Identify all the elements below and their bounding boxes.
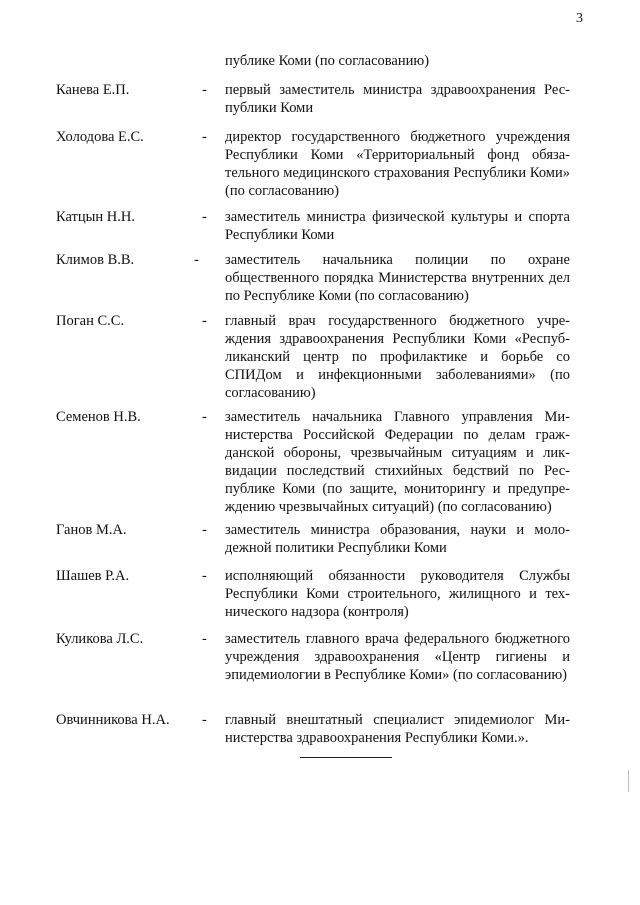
member-name: Семенов Н.В. xyxy=(56,409,141,425)
separator-dash: - xyxy=(202,568,207,584)
member-position: первый заместитель министра здравоохранения Республики Коми xyxy=(225,82,570,116)
separator-dash: - xyxy=(202,129,207,145)
member-position: исполняющий обязанности руководителя Службы Республики Коми строительного, жилищного и технического надзора (контроля) xyxy=(225,568,570,620)
member-name: Канева Е.П. xyxy=(56,82,130,98)
member-position: главный внештатный специалист эпидемиолог Министерства здравоохранения Республики Коми.». xyxy=(225,712,570,746)
member-position: заместитель главного врача федерального бюджетного учреждения здравоохранения «Центр гигиены и эпидемиологии в Республике Коми» (по согласованию) xyxy=(225,631,570,683)
member-name: Поган С.С. xyxy=(56,313,125,329)
member-name: Ганов М.А. xyxy=(56,522,127,538)
scan-edge-mark xyxy=(628,770,629,792)
member-name: Катцын Н.Н. xyxy=(56,209,135,225)
separator-dash: - xyxy=(202,522,207,538)
member-name: Шашев Р.А. xyxy=(56,568,130,584)
member-position: заместитель начальника полиции по охране общественного порядка Министерства внутренних дел по Республике Коми (по согласованию) xyxy=(225,252,570,304)
member-position: заместитель министра физической культуры и спорта Республики Коми xyxy=(225,209,570,243)
separator-dash: - xyxy=(202,631,207,647)
member-position: директор государственного бюджетного учреждения Республики Коми «Территориальный фонд обязательного медицинского страхования Республики Коми» (по согласованию) xyxy=(225,129,570,199)
separator-dash: - xyxy=(202,209,207,225)
continuation-text: публике Коми (по согласованию) xyxy=(225,53,430,69)
member-position: заместитель начальника Главного управления Министерства Российской Федерации по делам гражданской обороны, чрезвычайным ситуациям и ликвидации последствий стихийных бедствий по Республике Коми (по защите, мониторингу и предупреждению чрезвычайных ситуаций) (по согласованию) xyxy=(225,409,570,515)
separator-dash: - xyxy=(202,313,207,329)
member-position: главный врач государственного бюджетного учреждения здравоохранения Республики Коми «Республиканский центр по профилактике и борьбе со СПИДом и инфекционными заболеваниями» (по согласованию) xyxy=(225,313,570,401)
separator-dash: - xyxy=(202,82,207,98)
member-name: Овчинникова Н.А. xyxy=(56,712,170,728)
separator-dash: - xyxy=(202,712,207,728)
page-number: 3 xyxy=(576,11,583,26)
member-position: заместитель министра образования, науки и молодежной политики Республики Коми xyxy=(225,522,570,556)
separator-dash: - xyxy=(202,409,207,425)
separator-dash: - xyxy=(194,252,199,268)
end-divider-line xyxy=(300,757,392,758)
member-name: Куликова Л.С. xyxy=(56,631,144,647)
member-name: Климов В.В. xyxy=(56,252,135,268)
member-name: Холодова Е.С. xyxy=(56,129,144,145)
